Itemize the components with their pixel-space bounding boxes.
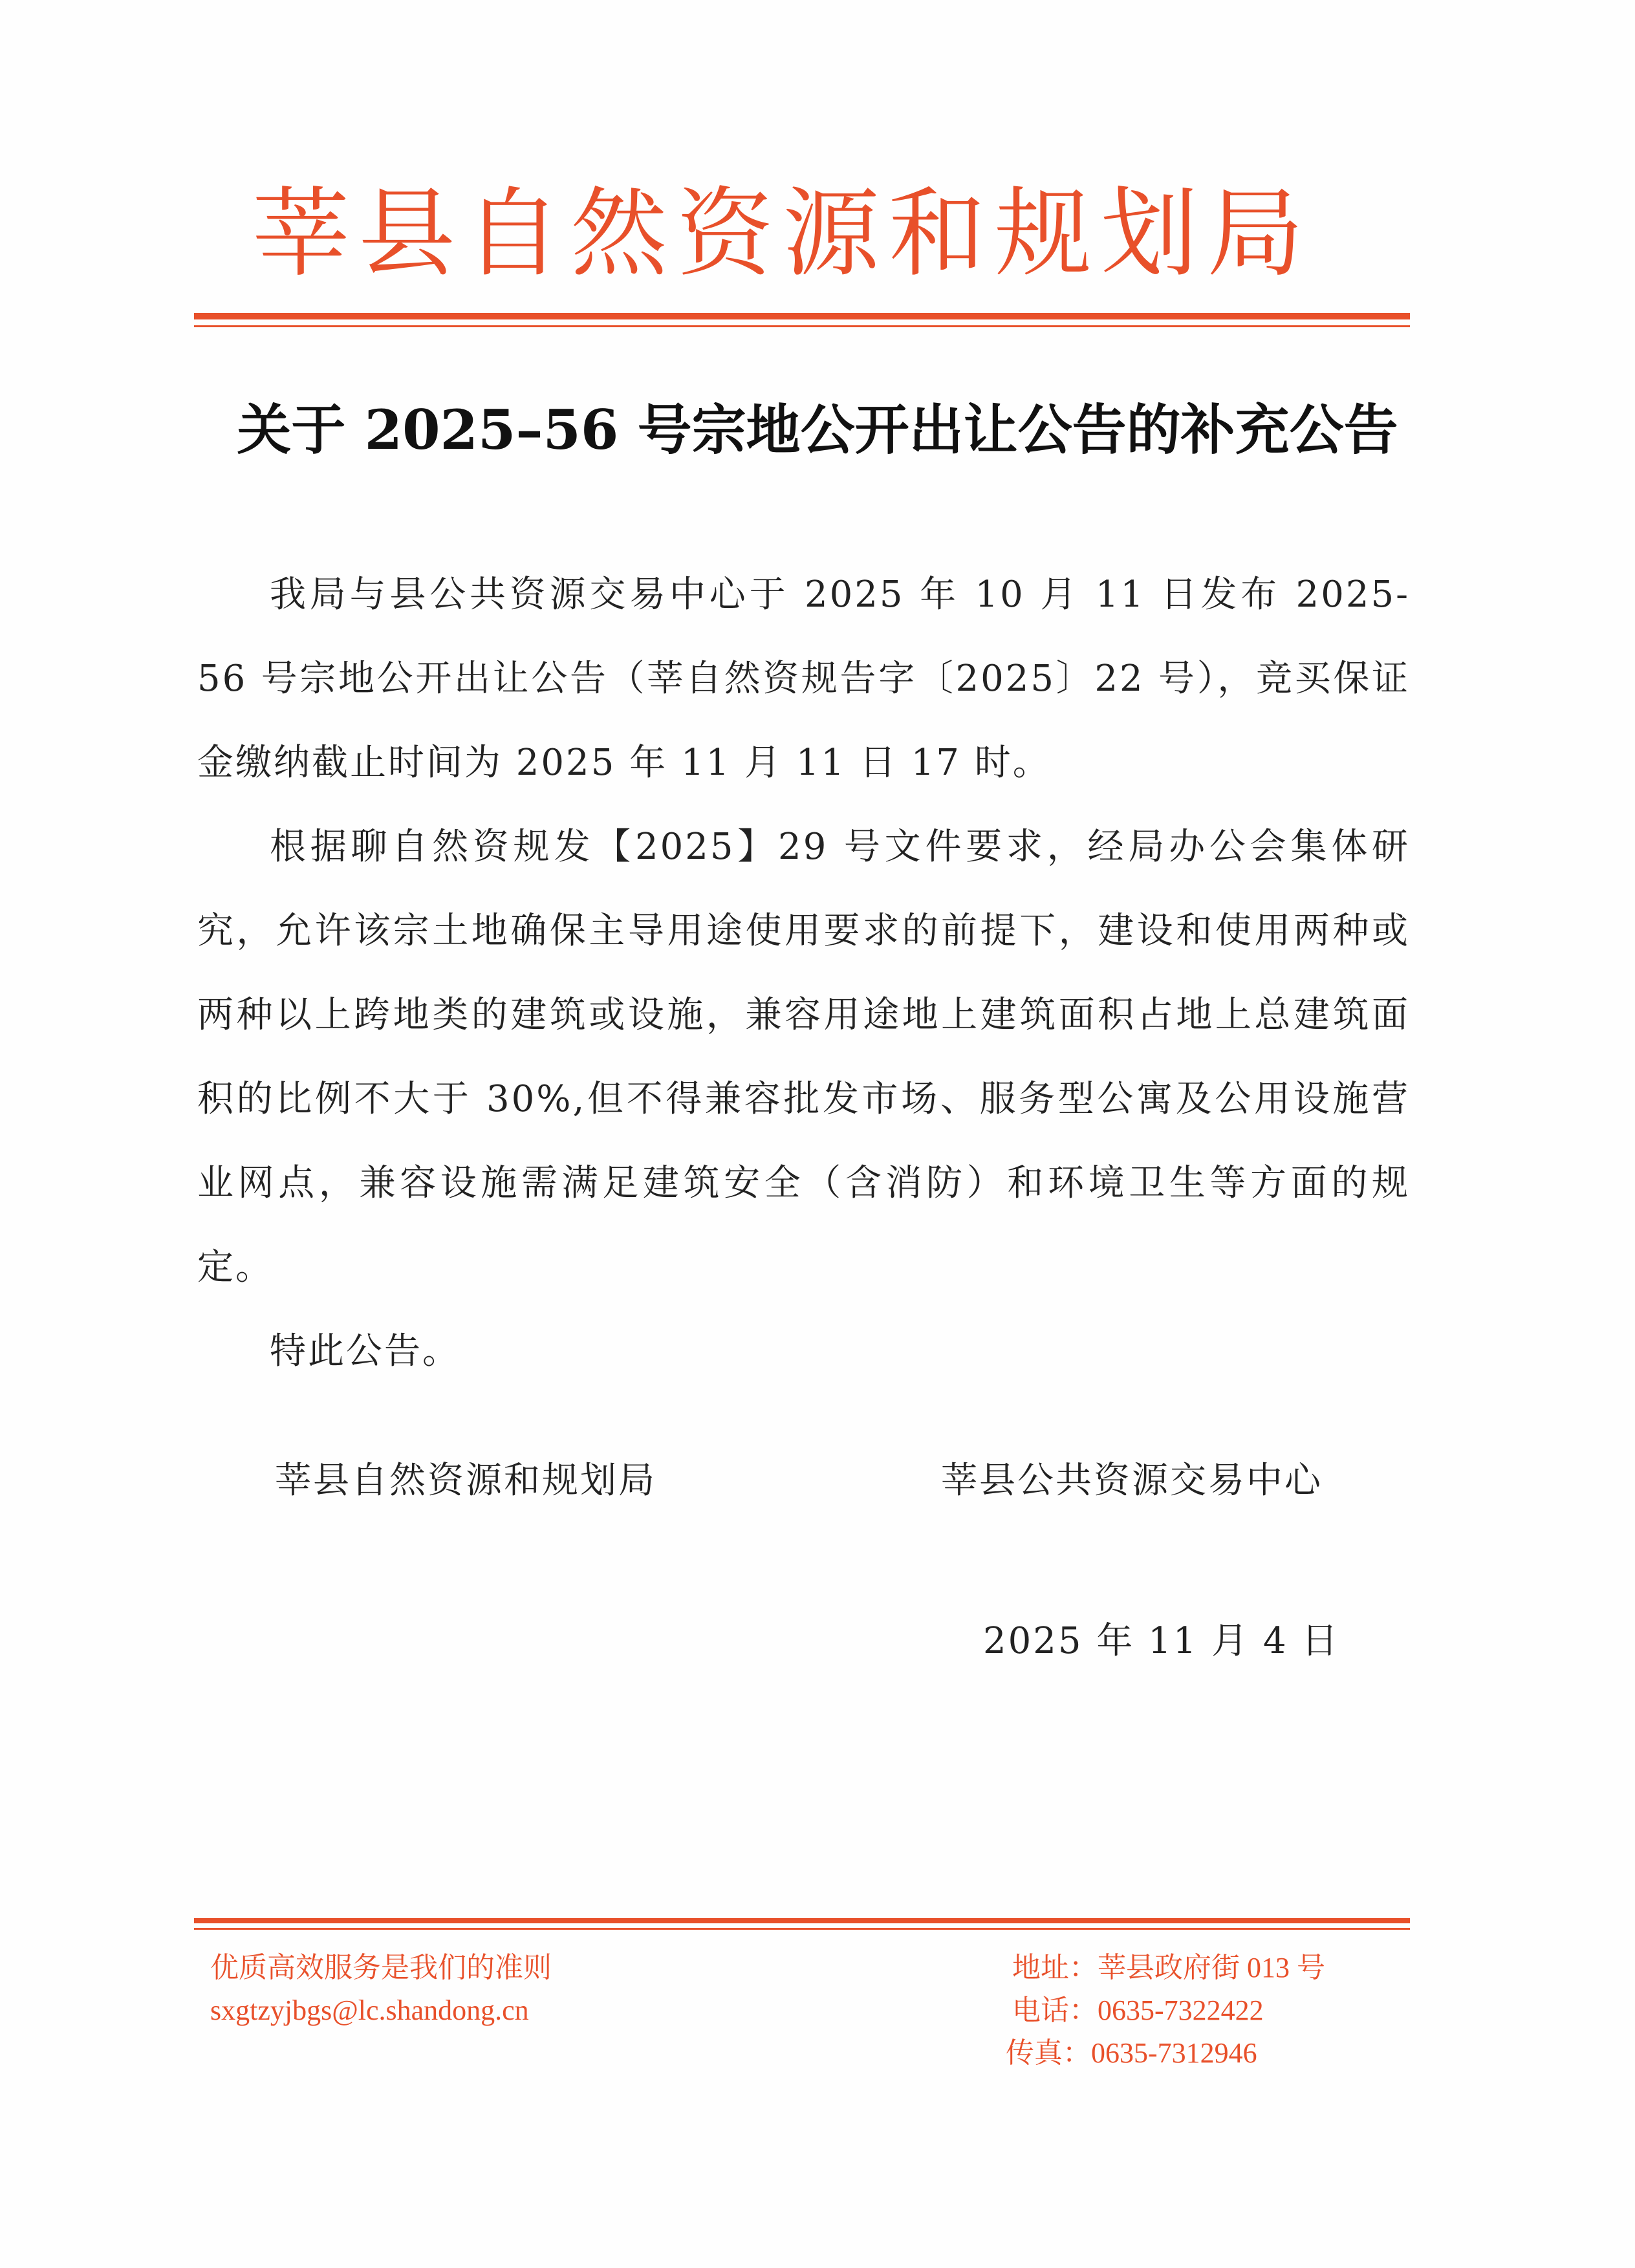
letterhead-organization: 莘县自然资源和规划局 [252, 178, 1313, 290]
footer-slogan: 优质高效服务是我们的准则 [210, 1952, 552, 1983]
document-title: 关于 2025–56 号宗地公开出让公告的补充公告 [237, 398, 1398, 462]
letterhead-rule-thin [194, 325, 1410, 327]
footer-rule-thick [194, 1918, 1410, 1923]
footer-email: sxgtzyjbgs@lc.shandong.cn [210, 1994, 529, 2026]
footer-phone: 电话：0635-7322422 [1012, 1994, 1264, 2026]
signature-right: 莘县公共资源交易中心 [941, 1460, 1323, 1502]
footer-fax: 传真：0635-7312946 [1006, 2037, 1257, 2069]
letterhead-rule-thick [194, 313, 1410, 319]
footer-address: 地址：莘县政府街 013 号 [1012, 1952, 1325, 1983]
body-paragraph-3: 特此公告。 [270, 1330, 460, 1372]
signature-date: 2025 年 11 月 4 日 [983, 1620, 1340, 1662]
body-paragraph-2: 根据聊自然资规发【2025】29 号文件要求，经局办公会集体研究，允许该宗土地确保主导用途使用要求的前提下，建设和使用两种或两种以上跨地类的建筑或设施，兼容用途地上建筑面积占地上总建筑面积的比例不大于 30%,但不得兼容批发市场、服务型公寓及公用设施营业网点，兼容设施需满足建筑安全（含消防）和环境卫生等方面的规定。 [197, 826, 1410, 1288]
footer-rule-thin [194, 1928, 1410, 1930]
signature-left: 莘县自然资源和规划局 [275, 1460, 656, 1502]
body-paragraph-1: 我局与县公共资源交易中心于 2025 年 10 月 11 日发布 2025-56 号宗地公开出让公告（莘自然资规告字〔2025〕22 号），竞买保证金缴纳截止时间为 2025 年 11 月 11 日 17 时。 [197, 574, 1410, 784]
document-body [197, 553, 1410, 1394]
